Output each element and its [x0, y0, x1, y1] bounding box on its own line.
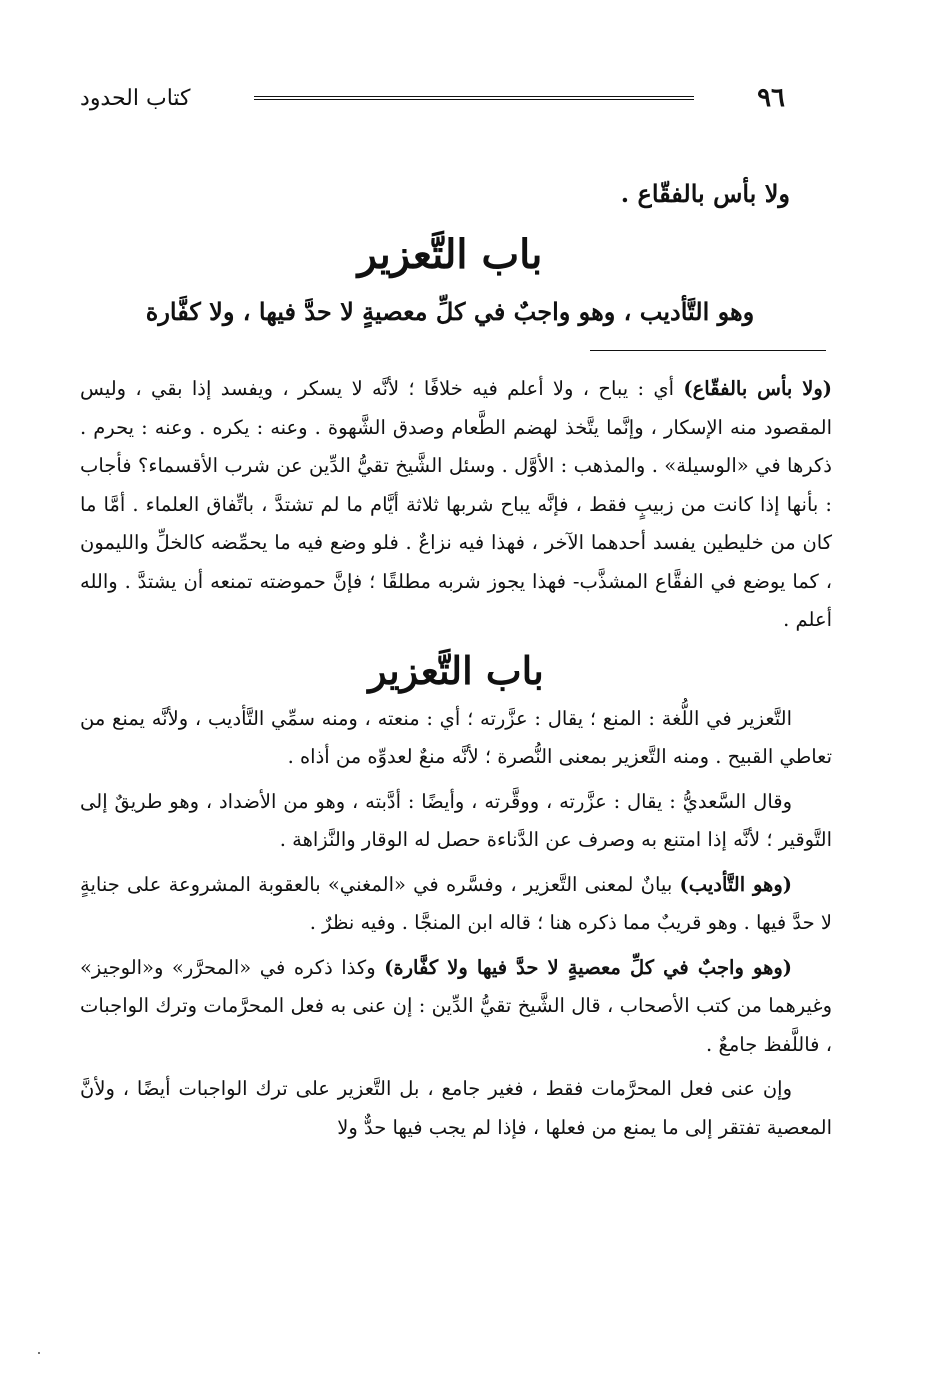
matn-quote: (ولا بأس بالفقّاع): [683, 377, 832, 400]
matn-line-2: وهو التَّأديب ، وهو واجبٌ في كلِّ معصيةٍ لا حدَّ فيها ، ولا كفَّارة: [145, 297, 755, 326]
matn-quote: (وهو التَّأديب): [679, 872, 792, 896]
chapter-title: باب التَّعزير: [357, 231, 543, 278]
running-header: [80, 78, 785, 118]
book-title: كتاب الحدود: [80, 85, 191, 111]
commentary-paragraph-4: [80, 866, 832, 943]
scan-speck: [38, 1352, 40, 1354]
matn-quote: (وهو واجبٌ في كلِّ معصيةٍ لا حدَّ فيها ولا كفَّارة): [384, 955, 793, 979]
commentary-paragraph-3: وقال السَّعديُّ : يقال : عزَّرته ، ووقَّرته ، وأيضًا : أدَّبته ، وهو من الأضداد ، وهو طريقٌ إلى التَّوقير ؛ لأنَّه إذا امتنع به وصرف عن الدَّناءة حصل له الوقار والنَّزاهة .: [80, 789, 832, 851]
commentary-paragraph-2: التَّعزير في اللُّغة : المنع ؛ يقال : عزَّرته ؛ أي : منعته ، ومنه سمِّي التَّأديب ، ولأنَّه يمنع من تعاطي القبيح . ومنه التَّعزير بمعنى النُّصرة ؛ لأنَّه منعٌ لعدوِّه من أذاه .: [80, 706, 832, 768]
matn-line-1: ولا بأس بالفقّاع .: [620, 179, 790, 208]
commentary-text: وكذا ذكره في «المحرَّر» و«الوجيز» وغيرهما من كتب الأصحاب ، قال الشَّيخ تقيُّ الدِّين : إن عنى به فعل المحرَّمات وترك الواجبات ، فاللَّفظ جامعٌ .: [80, 955, 832, 1056]
commentary-block: [80, 370, 832, 1147]
commentary-paragraph-1: [80, 370, 832, 640]
matn-separator: [590, 350, 826, 351]
commentary-text: أي : يباح ، ولا أعلم فيه خلافًا ؛ لأنَّه لا يسكر ، ويفسد إذا بقي ، وليس المقصود منه الإسكار ، وإنَّما يتَّخذ لهضم الطَّعام وصدق الشَّهوة . وعنه : يكره . وعنه : يحرم . ذكرها في «الوسيلة» . والمذهب : الأوَّل . وسئل الشَّيخ تقيُّ الدِّين عن شرب الأقسماء؟ فأجاب : بأنها إذا كانت من زبيبٍ فقط ، فإنَّه يباح شربها ثلاثة أيَّام ما لم تشتدَّ ، باتِّفاق العلماء . أمَّا ما كان من خليطين يفسد أحدهما الآخر ، فهذا فيه نزاعٌ . فلو وضع فيه ما يحمِّضه كالخلِّ والليمون ، كما يوضع في الفقَّاع المشذَّب- فهذا يجوز شربه مطلقًا ؛ فإنَّ حموضته تمنعه أن يشتدَّ . والله أعلم .: [80, 377, 832, 631]
header-rule: [254, 96, 694, 100]
page-number: ٩٦: [757, 83, 785, 113]
commentary-chapter-title: باب التَّعزير: [368, 647, 544, 693]
commentary-paragraph-5: [80, 949, 832, 1065]
commentary-text: بيانٌ لمعنى التَّعزير ، وفسَّره في «المغني» بالعقوبة المشروعة على جنايةٍ لا حدَّ فيها . وهو قريبٌ مما ذكره هنا ؛ قاله ابن المنجَّا . وفيه نظرٌ .: [80, 872, 832, 934]
matn-block: [110, 170, 790, 334]
commentary-paragraph-6: وإن عنى فعل المحرَّمات فقط ، فغير جامع ، بل التَّعزير على ترك الواجبات أيضًا ، ولأنَّ المعصية تفتقر إلى ما يمنع من فعلها ، فإذا لم يجب فيها حدٌّ ولا: [80, 1077, 832, 1139]
